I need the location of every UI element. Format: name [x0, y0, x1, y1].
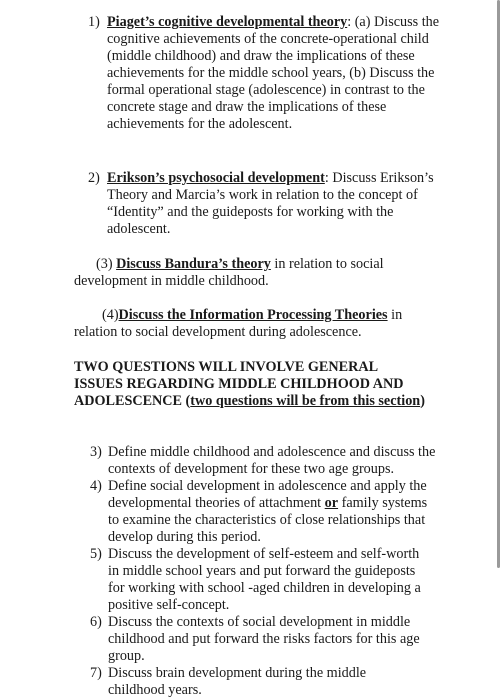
question-1-number: 1) [88, 14, 100, 30]
question-4-text: in relation to social development during adolescence. [74, 307, 403, 340]
list-item-number: 7) [90, 665, 102, 681]
list-item-text: Define middle childhood and adolescence and discuss the contexts of development for these two age groups. [108, 444, 436, 477]
question-1-title: Piaget’s cognitive developmental theory [107, 14, 348, 30]
question-3-title: Discuss Bandura’s theory [116, 256, 271, 272]
section-heading-underlined: two questions will be from this section [190, 393, 421, 409]
list-item-number: 3) [90, 444, 102, 460]
list-item [90, 444, 436, 478]
list-item [90, 665, 400, 699]
question-4-number: (4) [102, 307, 119, 323]
list-item-text-after: family systems to examine the characteristics of close relationships that develop during this period. [108, 495, 428, 545]
question-2-number: 2) [88, 170, 100, 186]
list-item-text: Discuss the development of self-esteem and self-worth in middle school years and put forward the guideposts for working with school -aged children in developing a positive self-concept. [108, 546, 421, 613]
section-heading-close: ) [420, 393, 425, 409]
question-4-title: Discuss the Information Processing Theories [118, 307, 388, 323]
list-item-number: 4) [90, 478, 102, 494]
vertical-scrollbar[interactable] [497, 0, 500, 568]
question-2-text: : Discuss Erikson’s Theory and Marcia’s work in relation to the concept of “Identity” and the guideposts for working with the adolescent. [107, 170, 434, 237]
list-item-number: 6) [90, 614, 102, 630]
question-1 [88, 14, 459, 133]
question-2-title: Erikson’s psychosocial development [107, 170, 325, 186]
question-3-number: (3) [96, 256, 113, 272]
list-item [90, 614, 428, 665]
list-item-text: Discuss brain development during the middle childhood years. [108, 665, 367, 698]
list-item [90, 546, 424, 614]
section-heading-text: TWO QUESTIONS WILL INVOLVE GENERAL ISSUES REGARDING MIDDLE CHILDHOOD AND ADOLESCENCE ( [74, 359, 404, 409]
question-4-information-processing [74, 307, 426, 341]
question-3-bandura [74, 256, 414, 290]
list-item-number: 5) [90, 546, 102, 562]
list-item-text: Discuss the contexts of social development in middle childhood and put forward the risks factors for this age group. [108, 614, 420, 664]
question-3-text: in relation to social development in middle childhood. [74, 256, 384, 289]
section-heading [74, 359, 426, 410]
list-item [90, 478, 430, 546]
list-item-text: Define social development in adolescence and apply the developmental theories of attachment [108, 478, 427, 511]
list-item-emphasis: or [324, 495, 339, 511]
question-1-text: : (a) Discuss the cognitive achievements of the concrete-operational child (middle childhood) and draw the implications of these achievements for the middle school years, (b) Discuss the formal operational stage (adolescence) in contrast to the concrete stage and draw the implications of these achievements for the adolescent. [107, 14, 440, 132]
question-2 [88, 170, 459, 238]
